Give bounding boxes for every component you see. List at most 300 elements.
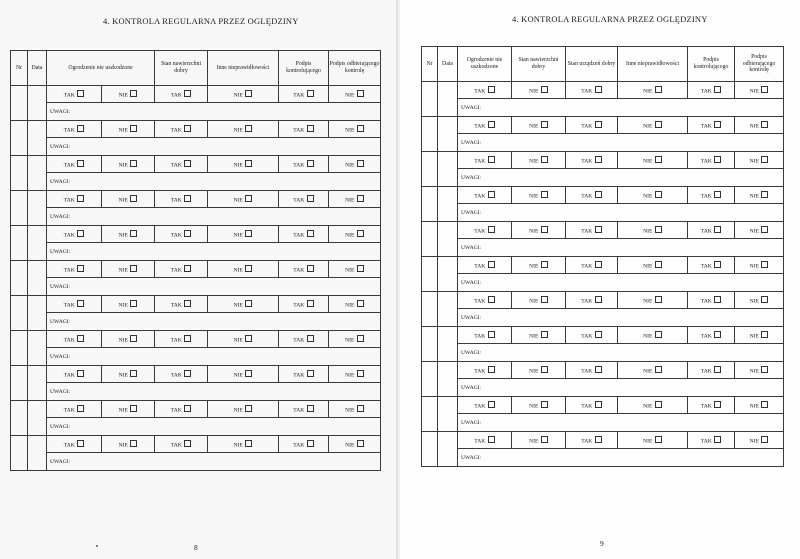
checkbox[interactable] bbox=[77, 265, 84, 272]
checkbox[interactable] bbox=[307, 195, 314, 202]
option-tak[interactable] bbox=[688, 187, 735, 204]
checkbox[interactable] bbox=[761, 86, 768, 93]
option-nie[interactable] bbox=[618, 117, 688, 134]
checkbox[interactable] bbox=[245, 230, 252, 237]
checkbox[interactable] bbox=[245, 90, 252, 97]
uwagi-field[interactable]: UWAGI: bbox=[458, 204, 784, 222]
option-nie[interactable] bbox=[512, 152, 566, 169]
checkbox[interactable] bbox=[245, 335, 252, 342]
checkbox[interactable] bbox=[595, 331, 602, 338]
checkbox[interactable] bbox=[130, 160, 137, 167]
checkbox[interactable] bbox=[77, 440, 84, 447]
checkbox[interactable] bbox=[761, 331, 768, 338]
checkbox[interactable] bbox=[655, 156, 662, 163]
checkbox[interactable] bbox=[357, 440, 364, 447]
date-cell[interactable] bbox=[438, 187, 458, 222]
checkbox[interactable] bbox=[541, 331, 548, 338]
nr-cell[interactable] bbox=[422, 292, 438, 327]
option-nie[interactable] bbox=[102, 366, 155, 383]
option-tak[interactable] bbox=[566, 362, 618, 379]
date-cell[interactable] bbox=[28, 191, 47, 226]
checkbox[interactable] bbox=[357, 90, 364, 97]
nr-cell[interactable] bbox=[11, 436, 28, 471]
option-nie[interactable] bbox=[512, 117, 566, 134]
option-nie[interactable] bbox=[512, 82, 566, 99]
option-nie[interactable] bbox=[735, 292, 784, 309]
checkbox[interactable] bbox=[307, 125, 314, 132]
nr-cell[interactable] bbox=[422, 117, 438, 152]
date-cell[interactable] bbox=[438, 222, 458, 257]
checkbox[interactable] bbox=[307, 335, 314, 342]
checkbox[interactable] bbox=[714, 401, 721, 408]
checkbox[interactable] bbox=[357, 370, 364, 377]
option-tak[interactable] bbox=[458, 257, 512, 274]
checkbox[interactable] bbox=[77, 405, 84, 412]
date-cell[interactable] bbox=[28, 296, 47, 331]
checkbox[interactable] bbox=[655, 121, 662, 128]
checkbox[interactable] bbox=[130, 300, 137, 307]
checkbox[interactable] bbox=[130, 440, 137, 447]
nr-cell[interactable] bbox=[11, 156, 28, 191]
option-tak[interactable] bbox=[458, 327, 512, 344]
checkbox[interactable] bbox=[761, 296, 768, 303]
checkbox[interactable] bbox=[595, 226, 602, 233]
option-tak[interactable] bbox=[47, 191, 102, 208]
option-tak[interactable] bbox=[155, 226, 208, 243]
uwagi-field[interactable]: UWAGI: bbox=[47, 348, 381, 366]
option-tak[interactable] bbox=[279, 296, 329, 313]
checkbox[interactable] bbox=[184, 125, 191, 132]
option-tak[interactable] bbox=[566, 257, 618, 274]
option-tak[interactable] bbox=[155, 401, 208, 418]
checkbox[interactable] bbox=[714, 261, 721, 268]
nr-cell[interactable] bbox=[422, 327, 438, 362]
option-tak[interactable] bbox=[279, 226, 329, 243]
date-cell[interactable] bbox=[28, 156, 47, 191]
checkbox[interactable] bbox=[541, 401, 548, 408]
option-nie[interactable] bbox=[735, 222, 784, 239]
nr-cell[interactable] bbox=[11, 296, 28, 331]
option-tak[interactable] bbox=[155, 121, 208, 138]
option-nie[interactable] bbox=[102, 401, 155, 418]
option-tak[interactable] bbox=[566, 117, 618, 134]
option-tak[interactable] bbox=[47, 86, 102, 103]
checkbox[interactable] bbox=[245, 195, 252, 202]
option-tak[interactable] bbox=[688, 152, 735, 169]
checkbox[interactable] bbox=[655, 366, 662, 373]
nr-cell[interactable] bbox=[11, 261, 28, 296]
option-nie[interactable] bbox=[618, 222, 688, 239]
option-nie[interactable] bbox=[329, 86, 381, 103]
option-nie[interactable] bbox=[102, 296, 155, 313]
checkbox[interactable] bbox=[714, 191, 721, 198]
checkbox[interactable] bbox=[357, 300, 364, 307]
option-tak[interactable] bbox=[566, 152, 618, 169]
date-cell[interactable] bbox=[438, 117, 458, 152]
option-nie[interactable] bbox=[735, 82, 784, 99]
option-nie[interactable] bbox=[102, 156, 155, 173]
option-tak[interactable] bbox=[566, 397, 618, 414]
checkbox[interactable] bbox=[595, 191, 602, 198]
checkbox[interactable] bbox=[655, 331, 662, 338]
option-nie[interactable] bbox=[329, 156, 381, 173]
uwagi-field[interactable]: UWAGI: bbox=[47, 383, 381, 401]
option-tak[interactable] bbox=[566, 327, 618, 344]
option-tak[interactable] bbox=[279, 156, 329, 173]
checkbox[interactable] bbox=[77, 160, 84, 167]
checkbox[interactable] bbox=[714, 436, 721, 443]
option-tak[interactable] bbox=[47, 226, 102, 243]
checkbox[interactable] bbox=[307, 160, 314, 167]
option-nie[interactable] bbox=[618, 362, 688, 379]
option-nie[interactable] bbox=[618, 257, 688, 274]
checkbox[interactable] bbox=[307, 370, 314, 377]
uwagi-field[interactable]: UWAGI: bbox=[47, 173, 381, 191]
uwagi-field[interactable]: UWAGI: bbox=[47, 453, 381, 471]
date-cell[interactable] bbox=[438, 327, 458, 362]
option-nie[interactable] bbox=[208, 121, 279, 138]
checkbox[interactable] bbox=[761, 156, 768, 163]
checkbox[interactable] bbox=[655, 226, 662, 233]
option-tak[interactable] bbox=[688, 432, 735, 449]
option-nie[interactable] bbox=[102, 261, 155, 278]
option-nie[interactable] bbox=[618, 432, 688, 449]
checkbox[interactable] bbox=[655, 86, 662, 93]
option-nie[interactable] bbox=[512, 257, 566, 274]
checkbox[interactable] bbox=[184, 195, 191, 202]
checkbox[interactable] bbox=[595, 436, 602, 443]
option-nie[interactable] bbox=[512, 222, 566, 239]
option-tak[interactable] bbox=[458, 362, 512, 379]
checkbox[interactable] bbox=[77, 335, 84, 342]
option-nie[interactable] bbox=[208, 156, 279, 173]
date-cell[interactable] bbox=[28, 366, 47, 401]
checkbox[interactable] bbox=[357, 160, 364, 167]
date-cell[interactable] bbox=[438, 82, 458, 117]
checkbox[interactable] bbox=[184, 300, 191, 307]
uwagi-field[interactable]: UWAGI: bbox=[458, 414, 784, 432]
option-nie[interactable] bbox=[618, 152, 688, 169]
option-tak[interactable] bbox=[566, 187, 618, 204]
uwagi-field[interactable]: UWAGI: bbox=[458, 99, 784, 117]
checkbox[interactable] bbox=[357, 125, 364, 132]
checkbox[interactable] bbox=[655, 261, 662, 268]
checkbox[interactable] bbox=[184, 265, 191, 272]
option-nie[interactable] bbox=[618, 397, 688, 414]
checkbox[interactable] bbox=[130, 230, 137, 237]
uwagi-field[interactable]: UWAGI: bbox=[47, 243, 381, 261]
checkbox[interactable] bbox=[184, 440, 191, 447]
checkbox[interactable] bbox=[541, 121, 548, 128]
option-nie[interactable] bbox=[102, 331, 155, 348]
option-tak[interactable] bbox=[688, 117, 735, 134]
checkbox[interactable] bbox=[714, 156, 721, 163]
checkbox[interactable] bbox=[714, 331, 721, 338]
date-cell[interactable] bbox=[438, 152, 458, 187]
option-tak[interactable] bbox=[47, 401, 102, 418]
nr-cell[interactable] bbox=[422, 222, 438, 257]
checkbox[interactable] bbox=[77, 90, 84, 97]
nr-cell[interactable] bbox=[11, 191, 28, 226]
checkbox[interactable] bbox=[541, 261, 548, 268]
option-tak[interactable] bbox=[458, 222, 512, 239]
checkbox[interactable] bbox=[488, 226, 495, 233]
date-cell[interactable] bbox=[28, 226, 47, 261]
checkbox[interactable] bbox=[655, 436, 662, 443]
checkbox[interactable] bbox=[541, 366, 548, 373]
checkbox[interactable] bbox=[130, 90, 137, 97]
option-tak[interactable] bbox=[458, 82, 512, 99]
checkbox[interactable] bbox=[77, 230, 84, 237]
checkbox[interactable] bbox=[761, 401, 768, 408]
checkbox[interactable] bbox=[357, 230, 364, 237]
checkbox[interactable] bbox=[77, 195, 84, 202]
checkbox[interactable] bbox=[245, 405, 252, 412]
option-nie[interactable] bbox=[735, 187, 784, 204]
checkbox[interactable] bbox=[595, 86, 602, 93]
option-nie[interactable] bbox=[208, 436, 279, 453]
checkbox[interactable] bbox=[307, 440, 314, 447]
checkbox[interactable] bbox=[130, 370, 137, 377]
option-tak[interactable] bbox=[458, 397, 512, 414]
option-nie[interactable] bbox=[329, 226, 381, 243]
option-tak[interactable] bbox=[566, 82, 618, 99]
checkbox[interactable] bbox=[307, 90, 314, 97]
nr-cell[interactable] bbox=[422, 187, 438, 222]
checkbox[interactable] bbox=[245, 300, 252, 307]
option-tak[interactable] bbox=[47, 261, 102, 278]
date-cell[interactable] bbox=[28, 331, 47, 366]
checkbox[interactable] bbox=[77, 125, 84, 132]
option-nie[interactable] bbox=[512, 397, 566, 414]
option-tak[interactable] bbox=[279, 366, 329, 383]
checkbox[interactable] bbox=[595, 366, 602, 373]
option-tak[interactable] bbox=[458, 152, 512, 169]
date-cell[interactable] bbox=[438, 257, 458, 292]
checkbox[interactable] bbox=[357, 335, 364, 342]
checkbox[interactable] bbox=[655, 401, 662, 408]
uwagi-field[interactable]: UWAGI: bbox=[458, 344, 784, 362]
uwagi-field[interactable]: UWAGI: bbox=[47, 313, 381, 331]
option-tak[interactable] bbox=[155, 86, 208, 103]
checkbox[interactable] bbox=[595, 156, 602, 163]
checkbox[interactable] bbox=[488, 436, 495, 443]
option-nie[interactable] bbox=[329, 191, 381, 208]
option-tak[interactable] bbox=[47, 436, 102, 453]
checkbox[interactable] bbox=[714, 226, 721, 233]
option-nie[interactable] bbox=[329, 436, 381, 453]
option-tak[interactable] bbox=[566, 222, 618, 239]
checkbox[interactable] bbox=[541, 156, 548, 163]
checkbox[interactable] bbox=[541, 86, 548, 93]
option-tak[interactable] bbox=[47, 331, 102, 348]
option-tak[interactable] bbox=[155, 156, 208, 173]
checkbox[interactable] bbox=[357, 405, 364, 412]
date-cell[interactable] bbox=[438, 397, 458, 432]
checkbox[interactable] bbox=[488, 86, 495, 93]
option-nie[interactable] bbox=[512, 327, 566, 344]
option-tak[interactable] bbox=[155, 191, 208, 208]
option-tak[interactable] bbox=[279, 436, 329, 453]
checkbox[interactable] bbox=[245, 265, 252, 272]
uwagi-field[interactable]: UWAGI: bbox=[47, 278, 381, 296]
checkbox[interactable] bbox=[184, 370, 191, 377]
option-nie[interactable] bbox=[735, 397, 784, 414]
checkbox[interactable] bbox=[184, 405, 191, 412]
option-nie[interactable] bbox=[329, 331, 381, 348]
nr-cell[interactable] bbox=[11, 366, 28, 401]
option-tak[interactable] bbox=[458, 187, 512, 204]
checkbox[interactable] bbox=[488, 401, 495, 408]
option-tak[interactable] bbox=[688, 327, 735, 344]
checkbox[interactable] bbox=[595, 121, 602, 128]
checkbox[interactable] bbox=[541, 191, 548, 198]
checkbox[interactable] bbox=[307, 300, 314, 307]
option-nie[interactable] bbox=[735, 117, 784, 134]
checkbox[interactable] bbox=[245, 370, 252, 377]
option-nie[interactable] bbox=[208, 401, 279, 418]
option-nie[interactable] bbox=[102, 121, 155, 138]
nr-cell[interactable] bbox=[422, 257, 438, 292]
date-cell[interactable] bbox=[28, 261, 47, 296]
option-tak[interactable] bbox=[458, 292, 512, 309]
checkbox[interactable] bbox=[488, 296, 495, 303]
option-tak[interactable] bbox=[155, 261, 208, 278]
checkbox[interactable] bbox=[77, 300, 84, 307]
checkbox[interactable] bbox=[184, 90, 191, 97]
option-tak[interactable] bbox=[566, 432, 618, 449]
checkbox[interactable] bbox=[488, 261, 495, 268]
checkbox[interactable] bbox=[595, 261, 602, 268]
option-tak[interactable] bbox=[155, 366, 208, 383]
uwagi-field[interactable]: UWAGI: bbox=[458, 169, 784, 187]
checkbox[interactable] bbox=[655, 296, 662, 303]
checkbox[interactable] bbox=[130, 405, 137, 412]
uwagi-field[interactable]: UWAGI: bbox=[458, 134, 784, 152]
checkbox[interactable] bbox=[761, 226, 768, 233]
checkbox[interactable] bbox=[488, 366, 495, 373]
option-nie[interactable] bbox=[735, 257, 784, 274]
option-tak[interactable] bbox=[155, 331, 208, 348]
option-nie[interactable] bbox=[618, 327, 688, 344]
checkbox[interactable] bbox=[541, 436, 548, 443]
checkbox[interactable] bbox=[541, 226, 548, 233]
checkbox[interactable] bbox=[488, 331, 495, 338]
option-nie[interactable] bbox=[512, 187, 566, 204]
checkbox[interactable] bbox=[761, 366, 768, 373]
checkbox[interactable] bbox=[245, 125, 252, 132]
checkbox[interactable] bbox=[130, 195, 137, 202]
option-nie[interactable] bbox=[208, 261, 279, 278]
option-tak[interactable] bbox=[688, 257, 735, 274]
checkbox[interactable] bbox=[595, 296, 602, 303]
option-nie[interactable] bbox=[208, 296, 279, 313]
option-tak[interactable] bbox=[155, 296, 208, 313]
checkbox[interactable] bbox=[488, 121, 495, 128]
option-tak[interactable] bbox=[155, 436, 208, 453]
option-nie[interactable] bbox=[735, 327, 784, 344]
checkbox[interactable] bbox=[714, 296, 721, 303]
option-tak[interactable] bbox=[279, 261, 329, 278]
option-nie[interactable] bbox=[208, 366, 279, 383]
option-nie[interactable] bbox=[329, 366, 381, 383]
nr-cell[interactable] bbox=[11, 121, 28, 156]
nr-cell[interactable] bbox=[11, 401, 28, 436]
checkbox[interactable] bbox=[184, 160, 191, 167]
option-tak[interactable] bbox=[279, 331, 329, 348]
option-nie[interactable] bbox=[208, 86, 279, 103]
option-tak[interactable] bbox=[47, 121, 102, 138]
checkbox[interactable] bbox=[488, 191, 495, 198]
option-tak[interactable] bbox=[688, 397, 735, 414]
option-nie[interactable] bbox=[102, 436, 155, 453]
option-nie[interactable] bbox=[208, 226, 279, 243]
checkbox[interactable] bbox=[761, 121, 768, 128]
checkbox[interactable] bbox=[245, 160, 252, 167]
checkbox[interactable] bbox=[307, 265, 314, 272]
option-tak[interactable] bbox=[47, 156, 102, 173]
option-tak[interactable] bbox=[688, 222, 735, 239]
uwagi-field[interactable]: UWAGI: bbox=[458, 274, 784, 292]
option-nie[interactable] bbox=[102, 86, 155, 103]
checkbox[interactable] bbox=[714, 121, 721, 128]
option-tak[interactable] bbox=[279, 121, 329, 138]
checkbox[interactable] bbox=[655, 191, 662, 198]
nr-cell[interactable] bbox=[11, 331, 28, 366]
uwagi-field[interactable]: UWAGI: bbox=[458, 449, 784, 467]
option-nie[interactable] bbox=[735, 432, 784, 449]
checkbox[interactable] bbox=[130, 125, 137, 132]
option-nie[interactable] bbox=[329, 401, 381, 418]
checkbox[interactable] bbox=[184, 335, 191, 342]
uwagi-field[interactable]: UWAGI: bbox=[458, 239, 784, 257]
checkbox[interactable] bbox=[357, 195, 364, 202]
checkbox[interactable] bbox=[307, 405, 314, 412]
date-cell[interactable] bbox=[28, 401, 47, 436]
option-nie[interactable] bbox=[208, 191, 279, 208]
checkbox[interactable] bbox=[245, 440, 252, 447]
option-nie[interactable] bbox=[102, 191, 155, 208]
date-cell[interactable] bbox=[28, 121, 47, 156]
option-tak[interactable] bbox=[566, 292, 618, 309]
nr-cell[interactable] bbox=[422, 362, 438, 397]
option-nie[interactable] bbox=[512, 362, 566, 379]
date-cell[interactable] bbox=[28, 86, 47, 121]
uwagi-field[interactable]: UWAGI: bbox=[47, 103, 381, 121]
option-tak[interactable] bbox=[688, 82, 735, 99]
nr-cell[interactable] bbox=[11, 86, 28, 121]
checkbox[interactable] bbox=[307, 230, 314, 237]
checkbox[interactable] bbox=[541, 296, 548, 303]
nr-cell[interactable] bbox=[422, 432, 438, 467]
option-tak[interactable] bbox=[279, 191, 329, 208]
option-nie[interactable] bbox=[735, 152, 784, 169]
checkbox[interactable] bbox=[488, 156, 495, 163]
date-cell[interactable] bbox=[438, 292, 458, 327]
option-tak[interactable] bbox=[688, 362, 735, 379]
option-nie[interactable] bbox=[735, 362, 784, 379]
option-tak[interactable] bbox=[458, 117, 512, 134]
option-tak[interactable] bbox=[688, 292, 735, 309]
option-nie[interactable] bbox=[618, 187, 688, 204]
nr-cell[interactable] bbox=[422, 82, 438, 117]
option-nie[interactable] bbox=[208, 331, 279, 348]
option-nie[interactable] bbox=[329, 296, 381, 313]
option-nie[interactable] bbox=[618, 292, 688, 309]
uwagi-field[interactable]: UWAGI: bbox=[47, 418, 381, 436]
nr-cell[interactable] bbox=[422, 397, 438, 432]
date-cell[interactable] bbox=[438, 362, 458, 397]
